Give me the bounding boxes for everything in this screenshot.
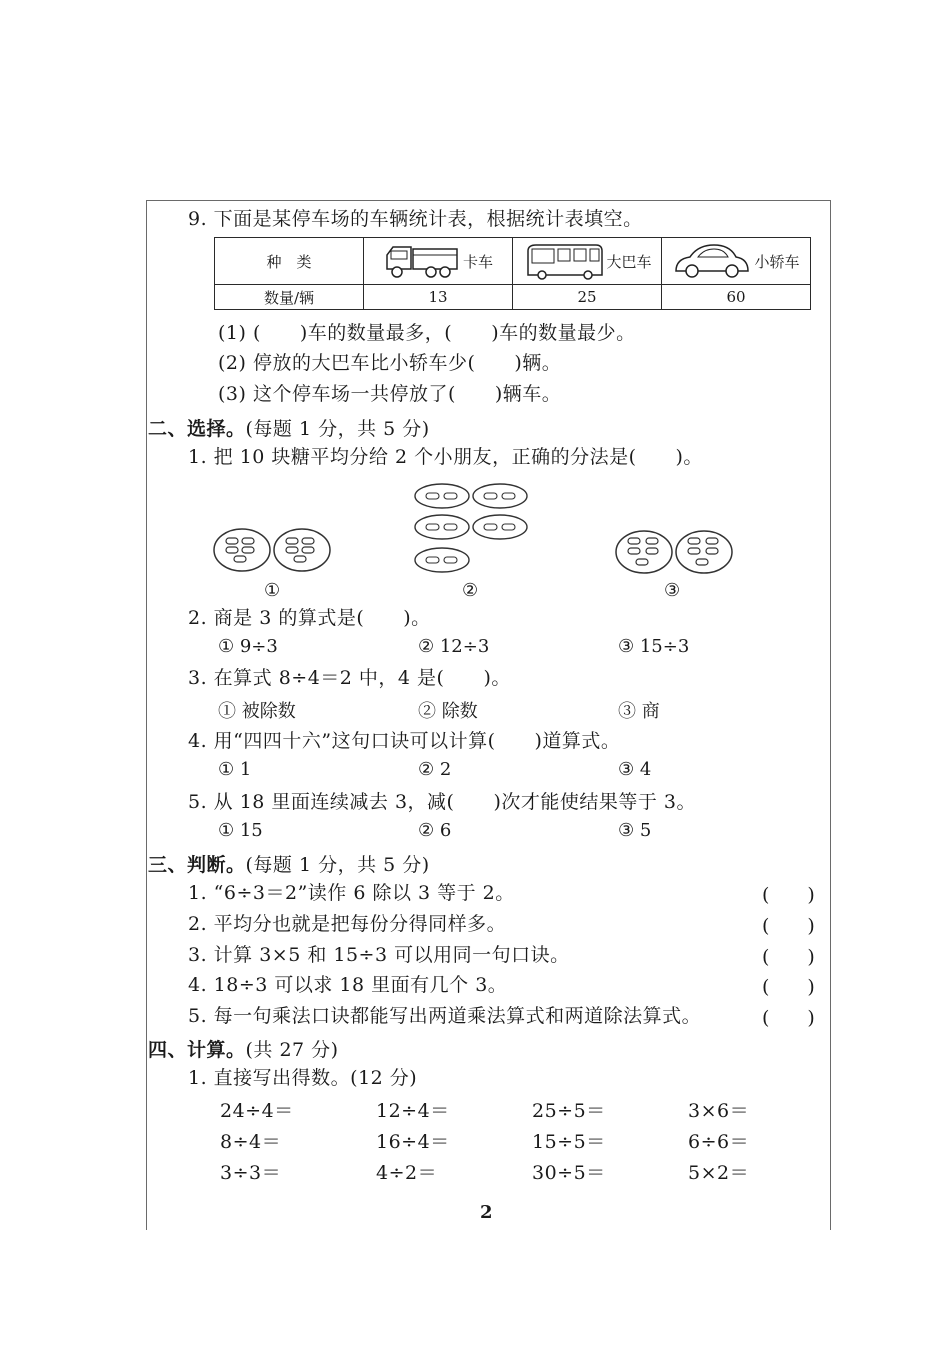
q9-sub-3: (3) 这个停车场一共停放了( )辆车。 bbox=[218, 383, 562, 405]
s3-item-4: 4. 18÷3 可以求 18 里面有几个 3。 bbox=[188, 974, 508, 996]
section-2-note: (每题 1 分，共 5 分) bbox=[245, 418, 430, 440]
section-3-note: (每题 1 分，共 5 分) bbox=[245, 854, 430, 876]
section-4-title: 四、计算。(共 27 分) bbox=[148, 1039, 339, 1061]
bus-count: 25 bbox=[513, 285, 662, 310]
table-header-label: 种 类 bbox=[215, 238, 364, 285]
s2-q2-option-3: ③ 15÷3 bbox=[618, 636, 690, 657]
car-icon bbox=[672, 241, 752, 281]
s3-answer-paren-4[interactable]: ( ) bbox=[762, 976, 815, 998]
q9-sub-1: (1) ( )车的数量最多，( )车的数量最少。 bbox=[218, 322, 636, 344]
candy-plates-option-2 bbox=[412, 482, 530, 576]
table-row-label: 数量/辆 bbox=[215, 285, 364, 310]
calc-r1-c3: 25÷5＝ bbox=[532, 1100, 606, 1122]
bus-label: 大巴车 bbox=[606, 252, 652, 271]
s4-q1-stem: 1. 直接写出得数。(12 分) bbox=[188, 1067, 418, 1089]
s2-q4-stem: 4. 用“四四十六”这句口诀可以计算( )道算式。 bbox=[188, 730, 621, 752]
s2-q3-option-2: ② 除数 bbox=[418, 701, 478, 722]
car-count: 60 bbox=[662, 285, 811, 310]
truck-count: 13 bbox=[364, 285, 513, 310]
q9-stem: 9. 下面是某停车场的车辆统计表，根据统计表填空。 bbox=[188, 208, 643, 230]
section-4-note: (共 27 分) bbox=[245, 1039, 339, 1061]
calc-r3-c3: 30÷5＝ bbox=[532, 1162, 606, 1184]
s3-answer-paren-1[interactable]: ( ) bbox=[762, 884, 815, 906]
calc-r2-c2: 16÷4＝ bbox=[376, 1131, 450, 1153]
candy-plates-option-3 bbox=[614, 528, 734, 576]
s2-q4-option-2: ② 2 bbox=[418, 759, 452, 780]
s2-q5-option-3: ③ 5 bbox=[618, 820, 652, 841]
s3-item-3: 3. 计算 3×5 和 15÷3 可以用同一句口诀。 bbox=[188, 944, 570, 966]
calc-r3-c1: 3÷3＝ bbox=[220, 1162, 282, 1184]
calc-r1-c1: 24÷4＝ bbox=[220, 1100, 294, 1122]
s2-q5-option-2: ② 6 bbox=[418, 820, 452, 841]
section-2-title: 二、选择。(每题 1 分，共 5 分) bbox=[148, 418, 430, 440]
page-number: 2 bbox=[480, 1202, 493, 1223]
frame-top-line bbox=[146, 200, 831, 201]
calc-r3-c2: 4÷2＝ bbox=[376, 1162, 438, 1184]
s3-answer-paren-2[interactable]: ( ) bbox=[762, 915, 815, 937]
s2-q2-stem: 2. 商是 3 的算式是( )。 bbox=[188, 607, 431, 629]
option-3-label: ③ bbox=[664, 580, 681, 601]
vehicle-stats-table bbox=[214, 237, 811, 310]
s2-q2-option-2: ② 12÷3 bbox=[418, 636, 490, 657]
calc-r1-c2: 12÷4＝ bbox=[376, 1100, 450, 1122]
s3-item-2: 2. 平均分也就是把每份分得同样多。 bbox=[188, 913, 507, 935]
truck-label: 卡车 bbox=[462, 252, 493, 271]
s2-q4-option-3: ③ 4 bbox=[618, 759, 652, 780]
bus-icon bbox=[522, 241, 604, 281]
s2-q5-option-1: ① 15 bbox=[218, 820, 263, 841]
s2-q3-option-3: ③ 商 bbox=[618, 701, 660, 722]
s3-answer-paren-3[interactable]: ( ) bbox=[762, 946, 815, 968]
truck-icon bbox=[383, 241, 461, 281]
s2-q1-stem: 1. 把 10 块糖平均分给 2 个小朋友，正确的分法是( )。 bbox=[188, 446, 703, 468]
s3-item-5: 5. 每一句乘法口诀都能写出两道乘法算式和两道除法算式。 bbox=[188, 1005, 702, 1027]
calc-r2-c4: 6÷6＝ bbox=[688, 1131, 750, 1153]
s3-answer-paren-5[interactable]: ( ) bbox=[762, 1007, 815, 1029]
s2-q3-option-1: ① 被除数 bbox=[218, 701, 296, 722]
s2-q3-stem: 3. 在算式 8÷4＝2 中，4 是( )。 bbox=[188, 667, 511, 689]
s3-item-1: 1. “6÷3＝2”读作 6 除以 3 等于 2。 bbox=[188, 882, 515, 904]
calc-r1-c4: 3×6＝ bbox=[688, 1100, 750, 1122]
calc-r3-c4: 5×2＝ bbox=[688, 1162, 750, 1184]
q9-sub-2: (2) 停放的大巴车比小轿车少( )辆。 bbox=[218, 352, 562, 374]
option-2-label: ② bbox=[462, 580, 479, 601]
option-1-label: ① bbox=[264, 580, 281, 601]
frame-left-line bbox=[146, 200, 147, 1230]
calc-r2-c1: 8÷4＝ bbox=[220, 1131, 282, 1153]
s2-q2-option-1: ① 9÷3 bbox=[218, 636, 278, 657]
calc-r2-c3: 15÷5＝ bbox=[532, 1131, 606, 1153]
section-3-title: 三、判断。(每题 1 分，共 5 分) bbox=[148, 854, 430, 876]
s2-q5-stem: 5. 从 18 里面连续减去 3，减( )次才能使结果等于 3。 bbox=[188, 791, 697, 813]
car-label: 小轿车 bbox=[754, 252, 800, 271]
candy-plates-option-1 bbox=[212, 526, 334, 574]
frame-right-line bbox=[830, 200, 831, 1230]
s2-q4-option-1: ① 1 bbox=[218, 759, 252, 780]
